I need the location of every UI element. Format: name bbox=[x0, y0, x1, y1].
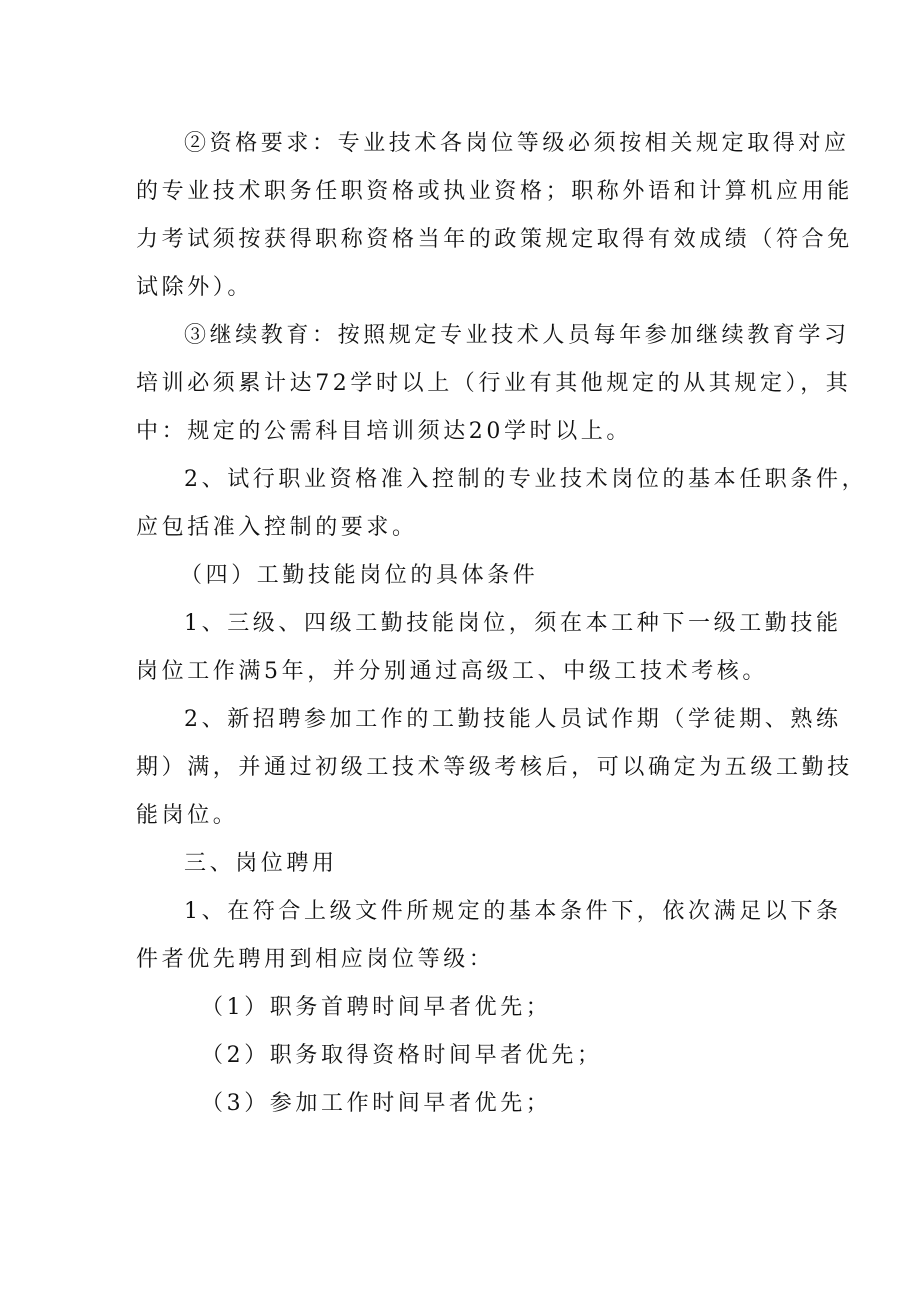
qualification-line-1: ②资格要求：专业技术各岗位等级必须按相关规定取得对应 bbox=[184, 131, 850, 156]
section-four-heading: （四）工勤技能岗位的具体条件 bbox=[180, 563, 539, 588]
qualification-line-4: 试除外）。 bbox=[136, 275, 254, 300]
access-control-line-1: 2、试行职业资格准入控制的专业技术岗位的基本任职条件， bbox=[184, 467, 868, 492]
priority-item-3: （3）参加工作时间早者优先； bbox=[201, 1091, 552, 1116]
priority-item-1: （1）职务首聘时间早者优先； bbox=[201, 995, 552, 1020]
new-hires-line-3: 能岗位。 bbox=[136, 803, 239, 828]
priority-item-2: （2）职务取得资格时间早者优先； bbox=[201, 1043, 603, 1068]
new-hires-line-2: 期）满，并通过初级工技术等级考核后，可以确定为五级工勤技 bbox=[136, 755, 853, 780]
continuing-education-line-2: 培训必须累计达72学时以上（行业有其他规定的从其规定），其 bbox=[136, 371, 852, 396]
skill-levels-line-2: 岗位工作满5年，并分别通过高级工、中级工技术考核。 bbox=[136, 659, 768, 684]
qualification-line-3: 力考试须按获得职称资格当年的政策规定取得有效成绩（符合免 bbox=[136, 227, 853, 252]
qualification-line-2: 的专业技术职务任职资格或执业资格；职称外语和计算机应用能 bbox=[136, 179, 853, 204]
continuing-education-line-3: 中：规定的公需科目培训须达20学时以上。 bbox=[136, 419, 632, 444]
new-hires-line-1: 2、新招聘参加工作的工勤技能人员试作期（学徒期、熟练 bbox=[184, 707, 842, 732]
priority-line-1: 1、在符合上级文件所规定的基本条件下，依次满足以下条 bbox=[184, 899, 842, 924]
skill-levels-line-1: 1、三级、四级工勤技能岗位，须在本工种下一级工勤技能 bbox=[184, 611, 842, 636]
section-three-heading: 三、岗位聘用 bbox=[184, 851, 338, 876]
continuing-education-line-1: ③继续教育：按照规定专业技术人员每年参加继续教育学习 bbox=[184, 323, 850, 348]
access-control-line-2: 应包括准入控制的要求。 bbox=[136, 515, 418, 540]
priority-line-2: 件者优先聘用到相应岗位等级： bbox=[136, 947, 495, 972]
